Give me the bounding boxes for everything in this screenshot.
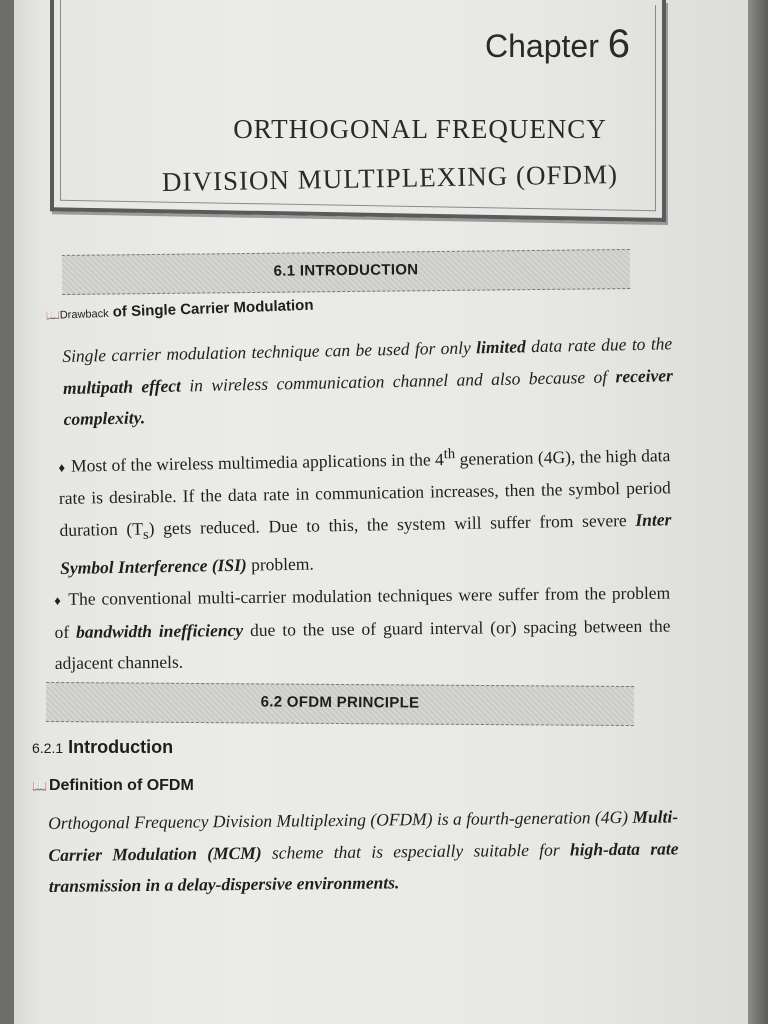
superscript: th [443, 446, 456, 463]
para-text: Orthogonal Frequency Division Multiplexing (OFDM) is a fourth-generation (4G) [48, 806, 633, 833]
para-bold-italic: Inter Symbol Interference (ISI) [59, 509, 672, 578]
para-text: ) gets reduced. Due to this, the system will suffer from severe [148, 509, 636, 539]
subsection-heading-introduction [32, 737, 173, 758]
chapter-number: 6 [607, 22, 630, 66]
subsection-title: Introduction [63, 737, 174, 757]
subsection-number: 6.2.1 [32, 740, 64, 756]
definition-paragraph [48, 801, 679, 902]
para-text: due to the use of guard interval (or) spacing between the adjacent channels. [54, 615, 671, 673]
chapter-label [485, 22, 630, 67]
para-bold: limited [475, 336, 526, 358]
para-text: scheme that is especially suitable for [261, 839, 571, 863]
drawback-prefix: Drawback [59, 307, 109, 322]
para-bold: high-data rate transmission in a delay-dispersive environments. [48, 837, 679, 896]
subscript: s [142, 526, 149, 543]
section-banner-introduction [62, 249, 630, 295]
section-banner-label: 6.2 OFDM PRINCIPLE [260, 693, 420, 712]
bullet-icon: ♦ [54, 592, 63, 608]
bullet-paragraph-4g [58, 435, 672, 584]
para-text: Most of the wireless multimedia applications in the 4 [70, 449, 444, 476]
definition-heading [32, 777, 194, 795]
page-edge [748, 0, 768, 1024]
bullet-icon: ♦ [58, 459, 66, 475]
para-bold: receiver complexity. [63, 364, 674, 429]
chapter-title-line-2: DIVISION MULTIPLEXING (OFDM) [161, 159, 619, 197]
section-banner-label: 6.1 INTRODUCTION [273, 261, 419, 280]
para-text: Single carrier modulation technique can be used for only [62, 337, 477, 366]
para-text: data rate due to the [525, 333, 673, 357]
para-bold-italic: bandwidth inefficiency [75, 619, 244, 642]
para-bold: multipath effect [62, 375, 182, 398]
book-icon: 📖 [45, 309, 60, 322]
section-banner-ofdm-principle [46, 682, 634, 726]
para-text: The conventional multi-carrier modulation techniques were suffer from the problem of [54, 582, 671, 642]
single-carrier-paragraph [62, 328, 674, 435]
chapter-title-line-1: ORTHOGONAL FREQUENCY [233, 114, 607, 144]
para-text: in wireless communication channel and also because of [180, 365, 616, 396]
definition-heading-text: Definition of OFDM [48, 777, 194, 794]
drawback-heading-text: of Single Carrier Modulation [108, 296, 314, 321]
para-bold: Multi-Carrier Modulation (MCM) [48, 806, 679, 865]
chapter-title-box [50, 0, 666, 222]
book-icon: 📖 [32, 779, 47, 793]
bullet-paragraph-multicarrier [54, 578, 671, 680]
chapter-word: Chapter [485, 28, 599, 64]
para-text: generation (4G), the high data rate is desirable. If the data rate in communication increases, then the symbol period duration (T [58, 445, 671, 540]
para-text: problem. [246, 553, 314, 575]
